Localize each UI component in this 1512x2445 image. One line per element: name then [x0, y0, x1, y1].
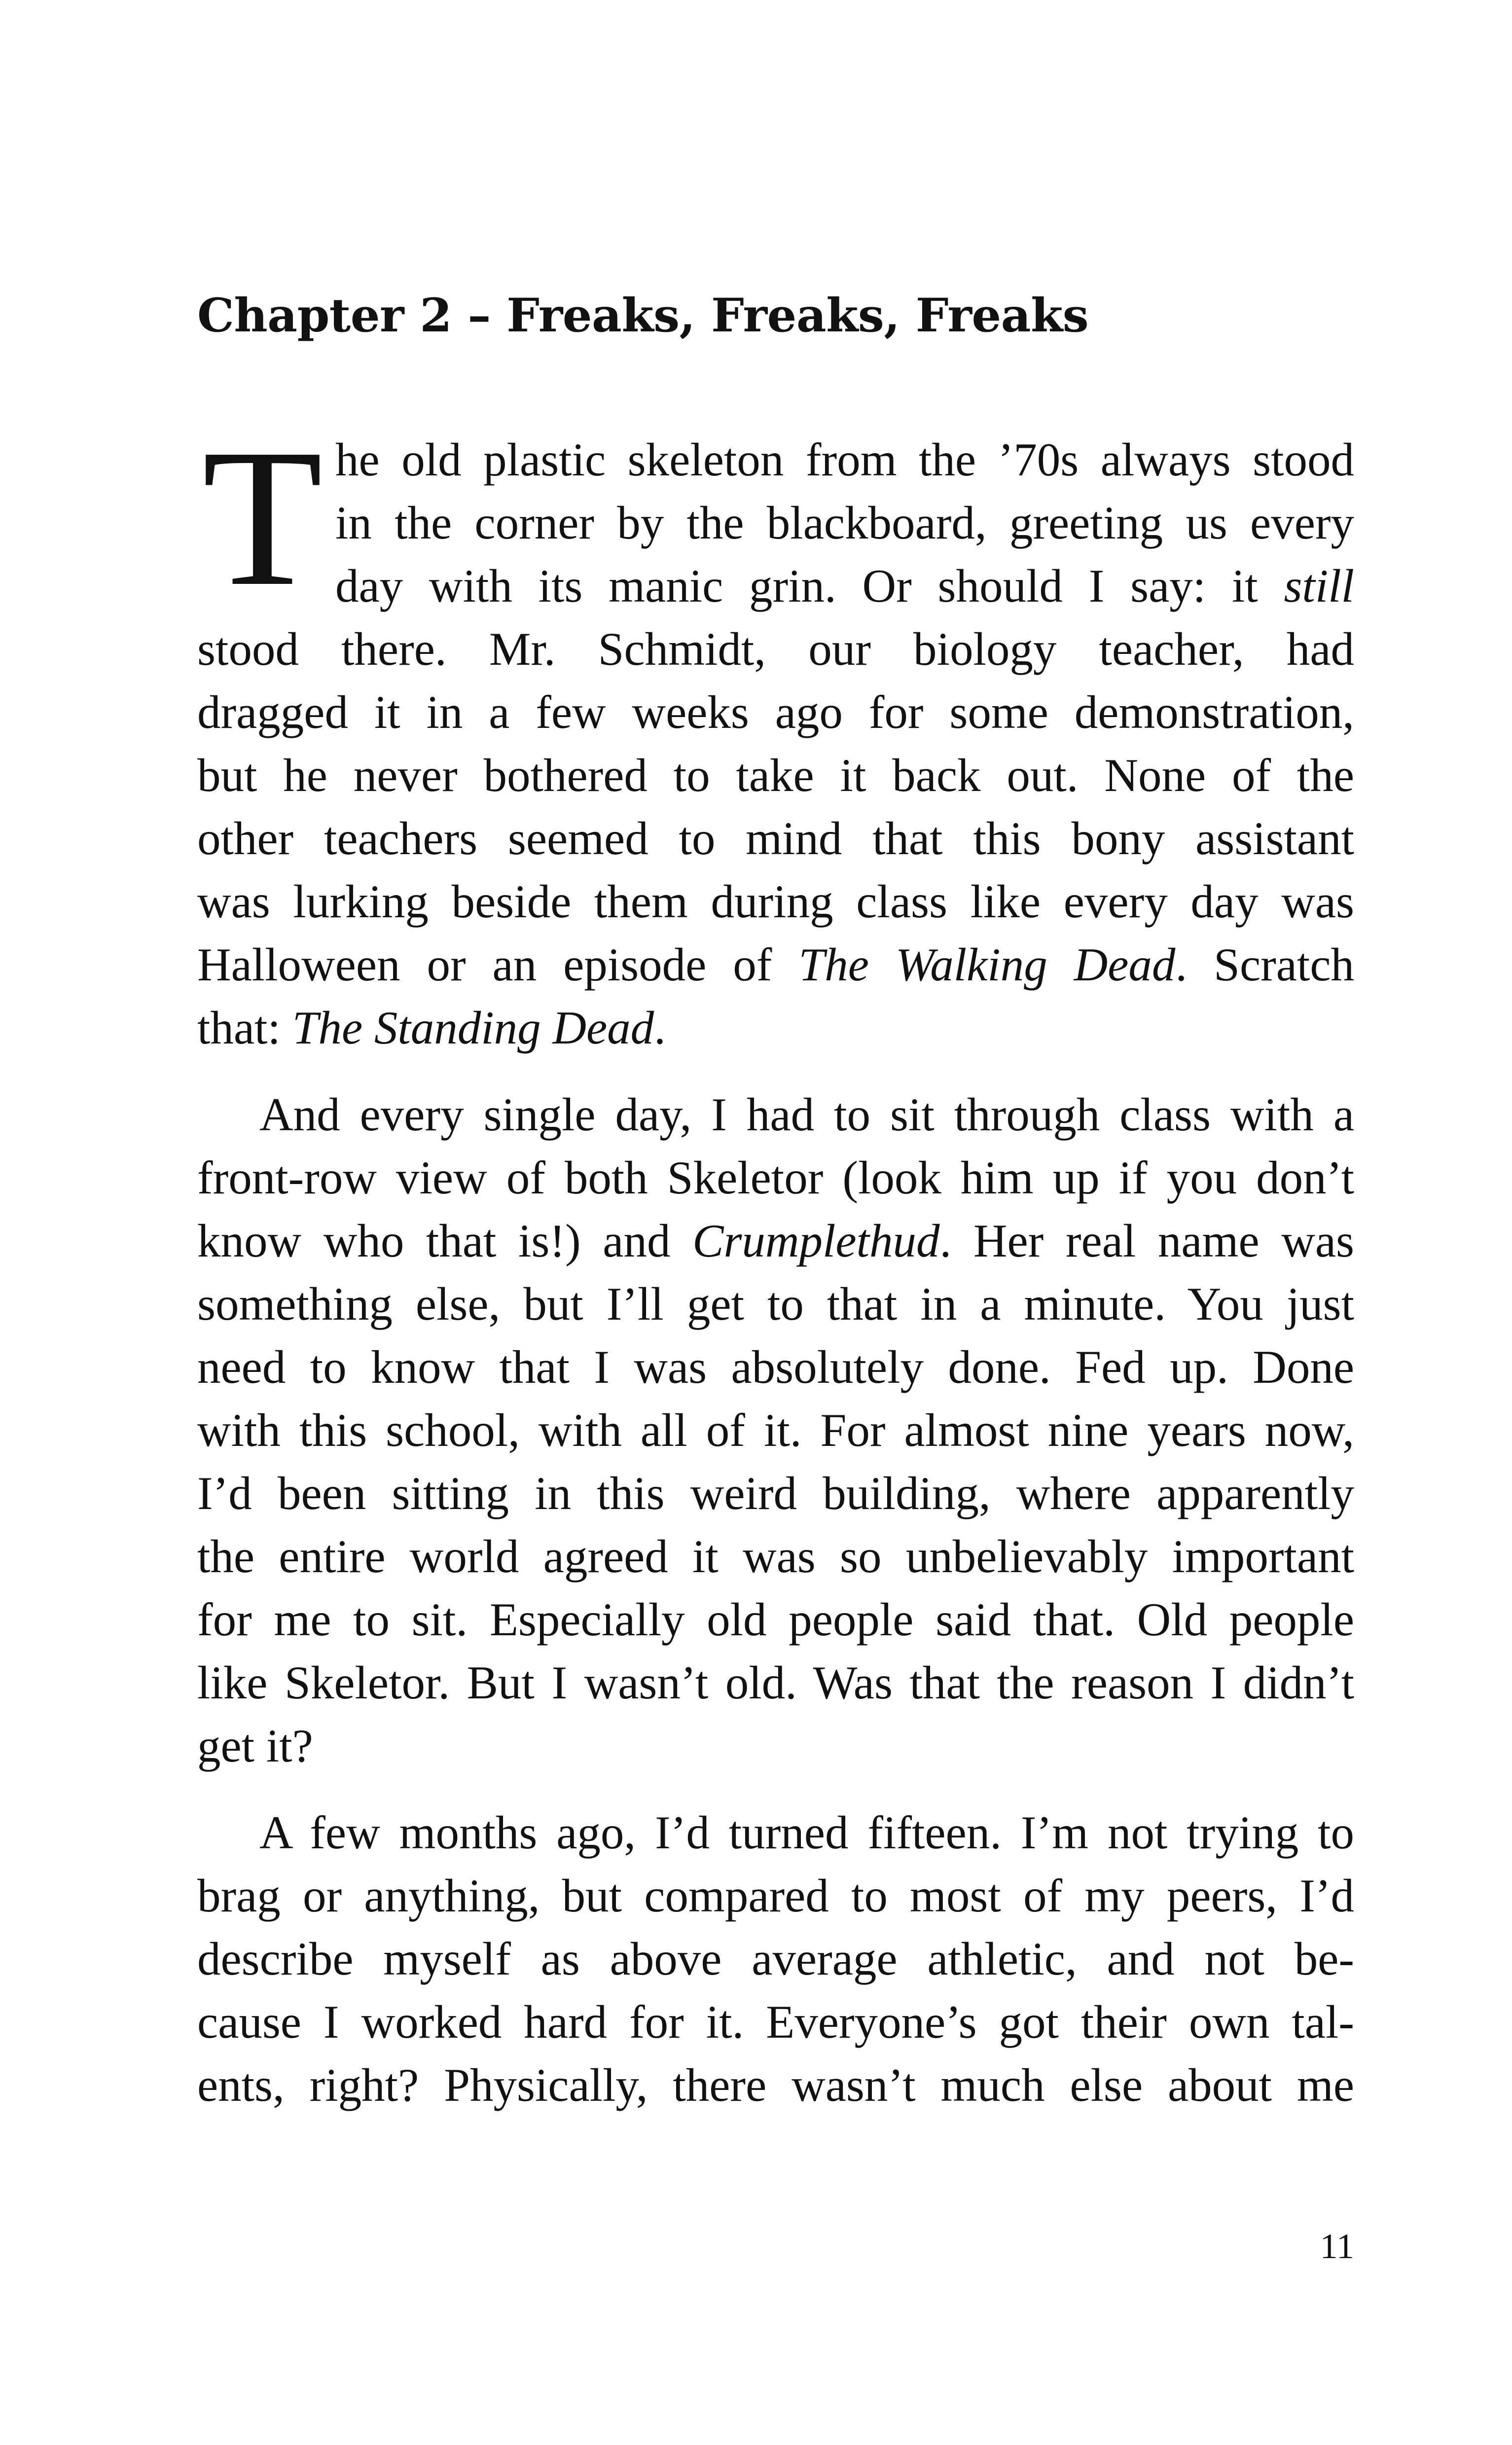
chapter-title: Chapter 2 – Freaks, Freaks, Freaks [197, 288, 1089, 343]
text-line: front-row view of both Skeletor (look him up if you don’t [197, 1151, 1354, 1204]
text-line: need to know that I was absolutely done. Fed up. Done [197, 1341, 1354, 1393]
text-line: get it? [197, 1720, 313, 1772]
text-line: for me to sit. Especially old people said that. Old people [197, 1593, 1354, 1646]
text-line: other teachers seemed to mind that this bony assistant [197, 812, 1354, 864]
text-line: know who that is!) and Crumplethud. Her real name was [197, 1215, 1354, 1267]
text-line: describe myself as above average athletic, and not be- [197, 1933, 1354, 1985]
text-line: I’d been sitting in this weird building, where apparently [197, 1467, 1354, 1519]
text-line: stood there. Mr. Schmidt, our biology teacher, had [197, 623, 1354, 675]
text-line: like Skeletor. But I wasn’t old. Was that the reason I didn’t [197, 1656, 1354, 1709]
text-line: the entire world agreed it was so unbelievably important [197, 1530, 1354, 1582]
text-line: was lurking beside them during class like every day was [197, 875, 1354, 928]
text-line: Halloween or an episode of The Walking Dead. Scratch [197, 938, 1354, 991]
text-line: A few months ago, I’d turned fifteen. I’m not trying to [259, 1806, 1354, 1859]
text-line: And every single day, I had to sit through class with a [259, 1088, 1354, 1141]
text-line: ents, right? Physically, there wasn’t much else about me [197, 2059, 1354, 2111]
text-line: brag or anything, but compared to most of my peers, I’d [197, 1870, 1354, 1922]
text-line: with this school, with all of it. For almost nine years now, [197, 1404, 1354, 1456]
text-line: but he never bothered to take it back out. None of the [197, 749, 1354, 801]
text-line: something else, but I’ll get to that in a minute. You just [197, 1278, 1354, 1330]
text-line: that: The Standing Dead. [197, 1002, 666, 1054]
page-number: 11 [1320, 2227, 1354, 2266]
text-line: day with its manic grin. Or should I say: it still [335, 560, 1354, 612]
text-line: he old plastic skeleton from the ’70s always stood [335, 433, 1354, 486]
text-line: cause I worked hard for it. Everyone’s got their own tal- [197, 1996, 1354, 2048]
text-line: in the corner by the blackboard, greeting us every [335, 497, 1354, 549]
book-page [197, 0, 1354, 2445]
drop-cap: T [202, 408, 323, 627]
text-line: dragged it in a few weeks ago for some demonstration, [197, 686, 1354, 738]
